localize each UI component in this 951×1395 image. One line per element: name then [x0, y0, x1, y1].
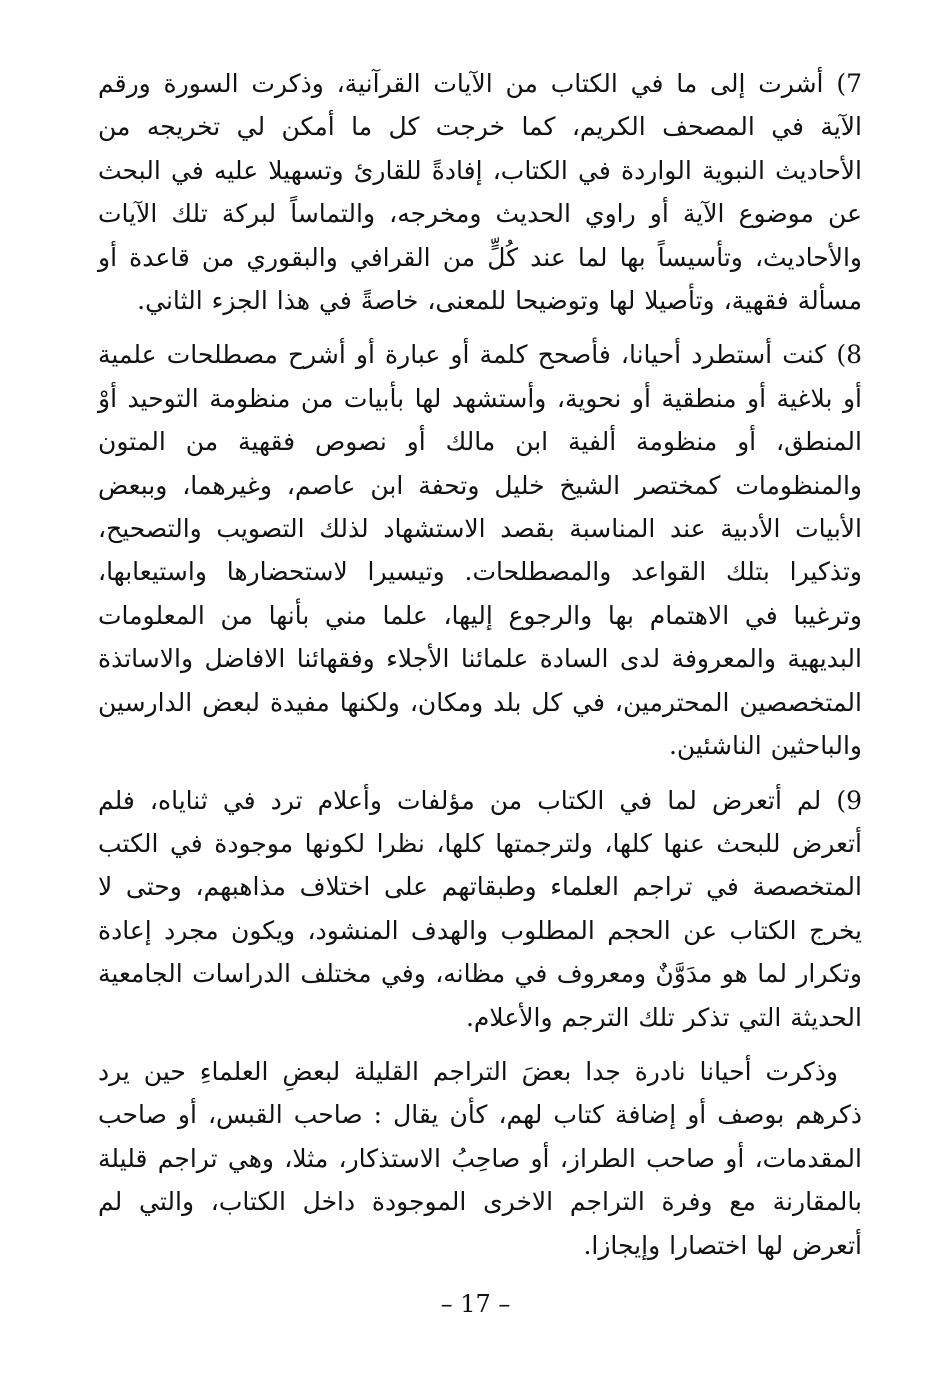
paragraph-8 [98, 333, 862, 767]
document-page [98, 62, 862, 1267]
paragraph-text: أشرت إلى ما في الكتاب من الآيات القرآنية، وذكرت السورة ورقم الآية في المصحف الكريم، كما خرجت كل ما أمكن لي تخريجه من الأحاديث النبوية الواردة في الكتاب، إفادةً للقارئ وتسهيلا عليه في البحث عن موضوع الآية أو راوي الحديث ومخرجه، والتماساً لبركة تلك الآيات والأحاديث، وتأسيساً بها لما عند كُلٍّ من القرافي والبقوري من قاعدة أو مسألة فقهية، وتأصيلا لها وتوضيحا للمعنى، خاصةً في هذا الجزء الثاني. [98, 69, 862, 316]
paragraph-continuation [98, 1050, 862, 1267]
paragraph-9 [98, 779, 862, 1039]
paragraph-number: 8) [836, 340, 862, 370]
page-number: – 17 – [440, 1290, 511, 1318]
paragraph-text: لم أتعرض لما في الكتاب من مؤلفات وأعلام ترد في ثناياه، فلم أتعرض للبحث عنها كلها، ولترجمتها كلها، نظرا لكونها موجودة في الكتب المتخصصة في تراجم العلماء وطبقاتهم على اختلاف مذاهبهم، وحتى لا يخرج الكتاب عن الحجم المطلوب والهدف المنشود، ويكون مجرد إعادة وتكرار لما هو مدَوَّنٌ ومعروف في مظانه، وفي مختلف الدراسات الجامعية الحديثة التي تذكر تلك الترجم والأعلام. [98, 785, 862, 1032]
paragraph-text: وذكرت أحيانا نادرة جدا بعضَ التراجم القليلة لبعضِ العلماءِ حين يرد ذكرهم بوصف أو إضافة كتاب لهم، كأن يقال : صاحب القبس، أو صاحب المقدمات، أو صاحب الطراز، أو صاحِبُ الاستذكار، مثلا، وهي تراجم قليلة بالمقارنة مع وفرة التراجم الاخرى الموجودة داخل الكتاب، والتي لم أتعرض لها اختصارا وإيجازا. [98, 1056, 862, 1260]
paragraph-number: 7) [836, 69, 862, 98]
paragraph-text: كنت أستطرد أحيانا، فأصحح كلمة أو عبارة أو أشرح مصطلحات علمية أو بلاغية أو منطقية أو نحوية، وأستشهد لها بأبيات من منظومة التوحيد أوْ المنطق، أو منظومة ألفية ابن مالك أو نصوص فقهية من المتون والمنظومات كمختصر الشيخ خليل وتحفة ابن عاصم، وغيرهما، وببعض الأبيات الأدبية عند المناسبة بقصد الاستشهاد لذلك التصويب والتصحيح، وتذكيرا بتلك القواعد والمصطلحات. وتيسيرا لاستحضارها واستيعابها، وترغيبا في الاهتمام بها والرجوع إليها، علما مني بأنها من المعلومات البديهية والمعروفة لدى السادة علمائنا الأجلاء وفقهائنا الافاضل والاساتذة المتخصصين المحترمين، في كل بلد ومكان، ولكنها مفيدة لبعض الدارسين والباحثين الناشئين. [98, 340, 862, 761]
paragraph-number: 9) [836, 785, 862, 815]
paragraph-7 [98, 62, 862, 322]
